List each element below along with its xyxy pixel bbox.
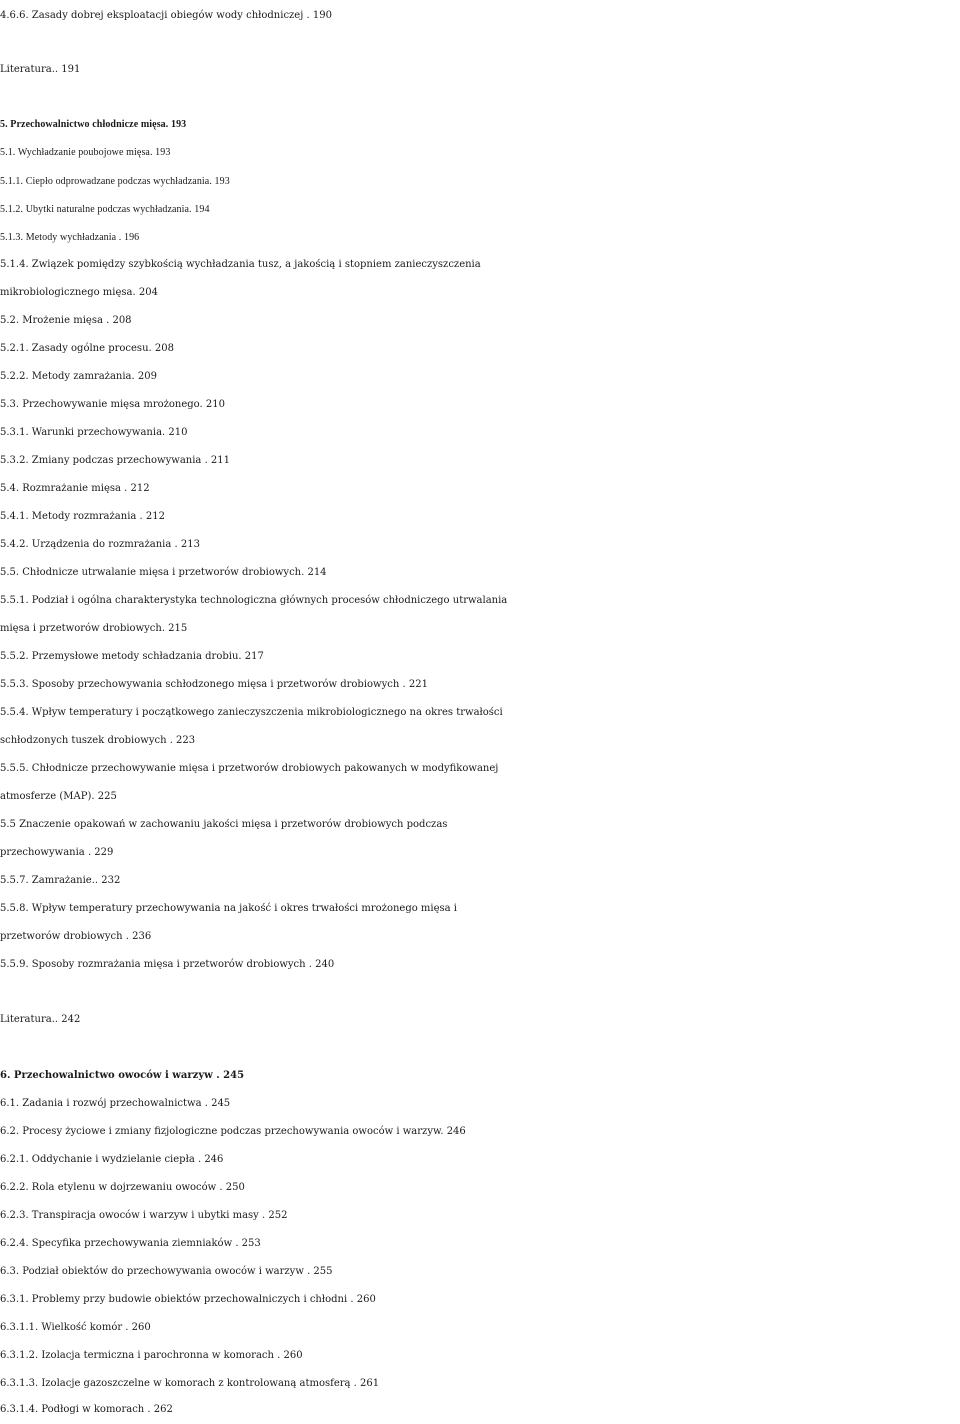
toc-entry: 5.3. Przechowywanie mięsa mrożonego. 210 — [0, 399, 225, 410]
toc-entry: 5.4.1. Metody rozmrażania . 212 — [0, 511, 165, 522]
toc-entry: 5.5.5. Chłodnicze przechowywanie mięsa i przetworów drobiowych pakowanych w modyfikowanej — [0, 763, 499, 774]
toc-entry-continuation: mikrobiologicznego mięsa. 204 — [0, 287, 158, 298]
toc-entry: 5.3.1. Warunki przechowywania. 210 — [0, 427, 188, 438]
toc-entry: 5.4.2. Urządzenia do rozmrażania . 213 — [0, 539, 200, 550]
toc-entry: 5.5.8. Wpływ temperatury przechowywania na jakość i okres trwałości mrożonego mięsa i — [0, 903, 457, 914]
toc-entry: 5.5. Chłodnicze utrwalanie mięsa i przetworów drobiowych. 214 — [0, 567, 327, 578]
toc-entry: 5.5.4. Wpływ temperatury i początkowego zanieczyszczenia mikrobiologicznego na okres trwałości — [0, 707, 503, 718]
toc-entry: 6.3.1.2. Izolacja termiczna i parochronna w komorach . 260 — [0, 1350, 303, 1361]
toc-entry: 6.3.1.1. Wielkość komór . 260 — [0, 1322, 151, 1333]
toc-entry: 5.1.3. Metody wychładzania . 196 — [0, 232, 140, 243]
toc-entry: 4.6.6. Zasady dobrej eksploatacji obiegów wody chłodniczej . 190 — [0, 10, 332, 21]
toc-entry: Literatura.. 191 — [0, 64, 81, 75]
toc-entry: 5.2.2. Metody zamrażania. 209 — [0, 371, 157, 382]
toc-entry: 6.1. Zadania i rozwój przechowalnictwa . 245 — [0, 1098, 231, 1109]
toc-entry: 5.5.3. Sposoby przechowywania schłodzonego mięsa i przetworów drobiowych . 221 — [0, 679, 428, 690]
toc-entry: 6.2. Procesy życiowe i zmiany fizjologiczne podczas przechowywania owoców i warzyw. 246 — [0, 1126, 466, 1137]
toc-entry: 5.1.1. Ciepło odprowadzane podczas wychładzania. 193 — [0, 176, 230, 187]
toc-entry: 6.2.1. Oddychanie i wydzielanie ciepła . 246 — [0, 1154, 224, 1165]
toc-entry: 6.2.3. Transpiracja owoców i warzyw i ubytki masy . 252 — [0, 1210, 288, 1221]
toc-entry: 6.2.4. Specyfika przechowywania ziemniaków . 253 — [0, 1238, 261, 1249]
toc-chapter-heading: 5. Przechowalnictwo chłodnicze mięsa. 193 — [0, 119, 187, 130]
toc-entry-continuation: przetworów drobiowych . 236 — [0, 931, 152, 942]
toc-entry: 5.2.1. Zasady ogólne procesu. 208 — [0, 343, 174, 354]
toc-entry-continuation: atmosferze (MAP). 225 — [0, 791, 117, 802]
toc-entry-continuation: mięsa i przetworów drobiowych. 215 — [0, 623, 188, 634]
toc-entry: 5.5.9. Sposoby rozmrażania mięsa i przetworów drobiowych . 240 — [0, 959, 335, 970]
toc-entry: 5.2. Mrożenie mięsa . 208 — [0, 315, 132, 326]
toc-entry: 5.5 Znaczenie opakowań w zachowaniu jakości mięsa i przetworów drobiowych podczas — [0, 819, 448, 830]
toc-entry-continuation: przechowywania . 229 — [0, 847, 114, 858]
toc-entry: 5.1. Wychładzanie poubojowe mięsa. 193 — [0, 147, 171, 158]
toc-entry: 6.2.2. Rola etylenu w dojrzewaniu owoców . 250 — [0, 1182, 245, 1193]
toc-chapter-heading: 6. Przechowalnictwo owoców i warzyw . 245 — [0, 1070, 245, 1081]
toc-entry: 5.4. Rozmrażanie mięsa . 212 — [0, 483, 150, 494]
toc-entry: 6.3.1. Problemy przy budowie obiektów przechowalniczych i chłodni . 260 — [0, 1294, 376, 1305]
toc-entry: 6.3. Podział obiektów do przechowywania owoców i warzyw . 255 — [0, 1266, 333, 1277]
toc-entry: 6.3.1.4. Podłogi w komorach . 262 — [0, 1404, 173, 1415]
toc-entry: 5.3.2. Zmiany podczas przechowywania . 211 — [0, 455, 231, 466]
toc-entry: 5.5.2. Przemysłowe metody schładzania drobiu. 217 — [0, 651, 264, 662]
toc-entry: 5.1.2. Ubytki naturalne podczas wychładzania. 194 — [0, 204, 210, 215]
toc-entry: 5.5.1. Podział i ogólna charakterystyka technologiczna głównych procesów chłodniczego utrwalania — [0, 595, 508, 606]
toc-entry: Literatura.. 242 — [0, 1014, 81, 1025]
toc-entry: 6.3.1.3. Izolacje gazoszczelne w komorach z kontrolowaną atmosferą . 261 — [0, 1378, 380, 1389]
toc-entry: 5.5.7. Zamrażanie.. 232 — [0, 875, 121, 886]
toc-entry-continuation: schłodzonych tuszek drobiowych . 223 — [0, 735, 196, 746]
toc-entry: 5.1.4. Związek pomiędzy szybkością wychładzania tusz, a jakością i stopniem zanieczyszczenia — [0, 259, 481, 270]
